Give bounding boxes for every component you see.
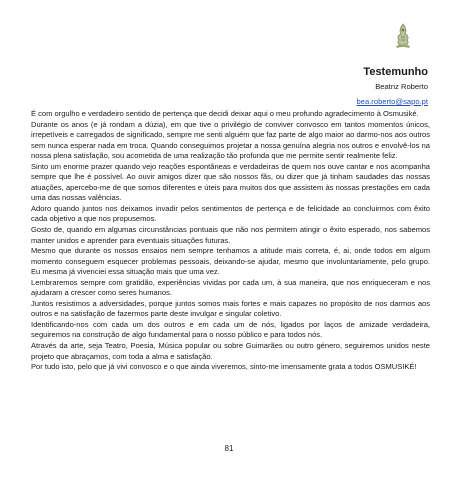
choir-emblem-icon <box>392 22 414 50</box>
paragraph: Durante os anos (e já rondam a dúzia), em que tive o privilégio de conviver convosco em tantos momentos únicos, irrepetíveis e carregados de significado, sempre me senti alguém que faz parte de algo maior ao darmo-nos aos outros sem nunca esperar nada em troca. Quando conseguimos projetar a nossa genuína alegria nos outros e envolvê-los na nossa plena satisfação, sou acometida de uma realização tão profunda que me permite sentir realmente feliz. <box>31 119 430 161</box>
paragraph: Através da arte, seja Teatro, Poesia, Música popular ou sobre Guimarães ou outro género, seguiremos unidos neste projeto que abraçamos, com toda a alma e satisfação. <box>31 341 430 361</box>
paragraph: Por tudo isto, pelo que já vivi convosco e o que ainda viveremos, sinto-me imensamente grata a todos OSMUSIKÉ! <box>31 362 417 372</box>
paragraph: Adoro quando juntos nos deixamos invadir pelos sentimentos de pertença e de felicidade ao concluirmos com êxito cada objetivo a que nos propusemos. <box>31 203 430 224</box>
testimonial-body <box>31 109 430 373</box>
page-title: Testemunho <box>363 66 428 78</box>
paragraph: Mesmo que durante os nossos ensaios nem sempre tenhamos a atitude mais correta, é, ai, onde todos em algum momento conseguem esquecer problemas pessoais, deixando-se ajudar, mesmo que involuntariamente, pelo grupo. Eu mesma já vivenciei essa situação mais que uma vez. <box>31 246 430 277</box>
author-name: Beatriz Roberto <box>375 82 428 91</box>
paragraph: Gosto de, quando em algumas circunstâncias pontuais que não nos permitem atingir o êxito esperado, nos sabemos manter unidos e aprender para eventuais situações futuras. <box>31 225 430 245</box>
paragraph: Identificando-nos com cada um dos outros e em cada um de nós, ligados por laços de amizade verdadeira, seguiremos na construção de algo fundamental para o nosso público e para todos nós. <box>31 319 430 340</box>
paragraph: É com orgulho e verdadeiro sentido de pertença que decidi deixar aqui o meu profundo agradecimento à Osmusiké. <box>31 109 419 118</box>
paragraph: Juntos resistimos a adversidades, porque juntos somos mais fortes e mais capazes no propósito de nos darmos aos outros e na satisfação de fazermos parte deste invulgar e singular coletivo. <box>31 298 430 319</box>
author-email-link[interactable]: bea.roberto@sapo.pt <box>356 97 428 106</box>
paragraph: Lembraremos sempre com gratidão, experiências vividas por cada um, à sua maneira, que nos enriqueceram e nos ajudaram a crescer como seres humanos. <box>31 277 430 298</box>
page-number: 81 <box>224 444 234 453</box>
paragraph: Sinto um enorme prazer quando vejo reações espontâneas e verdadeiras de quem nos ouve cantar e nos acompanha sempre que lhe é possível. Ao ouvir amigos dizer que são nossos fãs, ou dizer que já tinham saudades das nossas atuações, apercebo-me de que somos diferentes e úteis para muitos dos que assistem às nossas prestações em cada uma das nossas valências. <box>31 161 430 203</box>
